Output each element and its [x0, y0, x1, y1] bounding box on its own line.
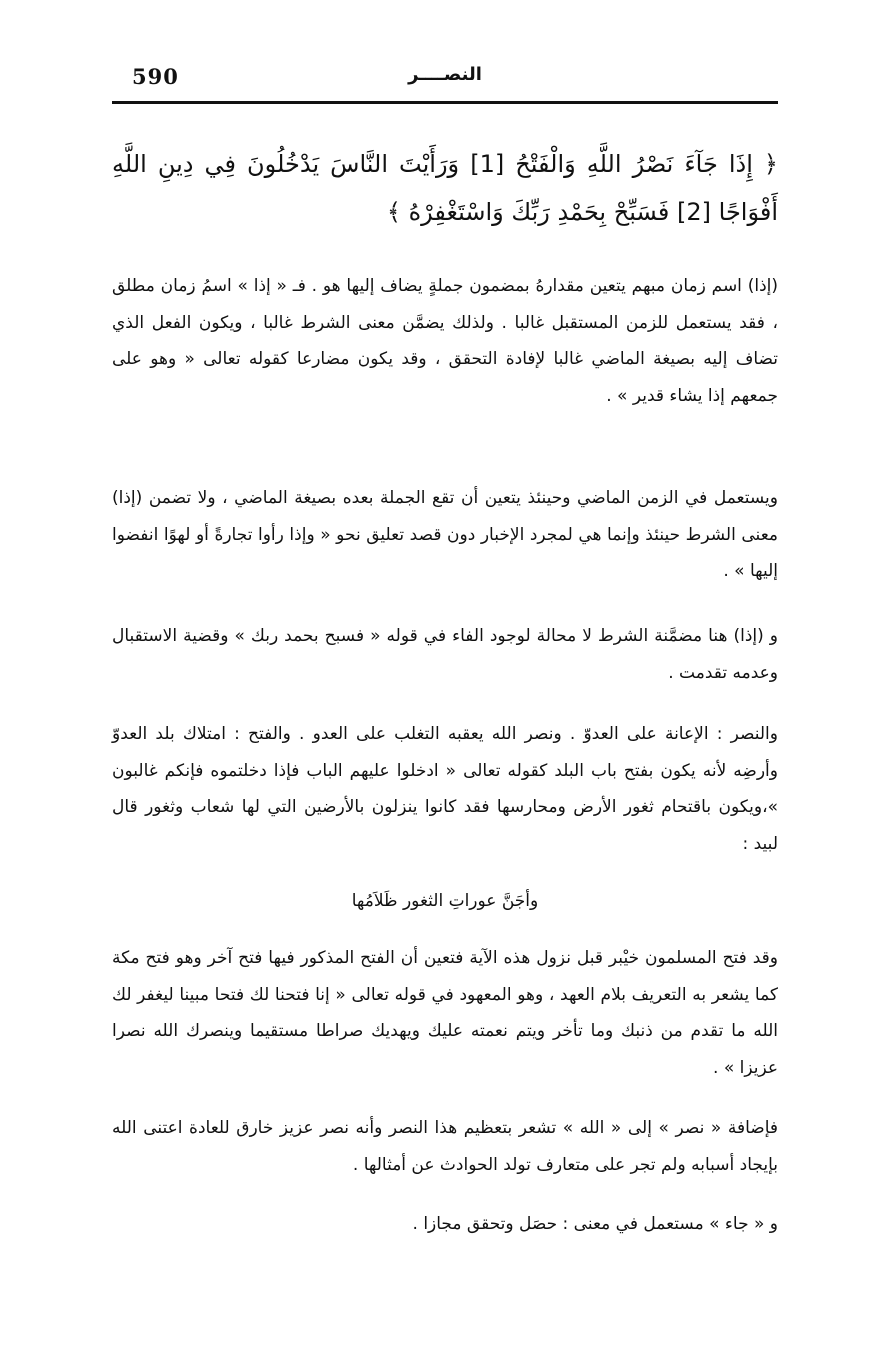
page-number: 590 [132, 64, 179, 89]
paragraph-idafa: فإضافة « نصر » إلى « الله » تشعر بتعظيم هذا النصر وأنه نصر عزيز خارق للعادة اعتنى الله بإيجاد أسبابه ولم تجر على متعارف تولد الحوادث عن أمثالها . [112, 1118, 778, 1175]
paragraph-idha-definition: (إذا) اسم زمان مبهم يتعين مقدارهُ بمضمون جملةٍ يضاف إليها هو . فـ « إذا » اسمُ زمان مطلق ، فقد يستعمل للزمن المستقبل غالبا . ولذلك يضمَّن معنى الشرط غالبا ، ويكون الفعل الذي تضاف إليه بصيغة الماضي غالبا لإفادة التحقق ، وقد يكون مضارعا كقوله تعالى « وهو على جمعهم إذا يشاء قدير » . [112, 276, 778, 406]
paragraph-idha-past: ويستعمل في الزمن الماضي وحينئذ يتعين أن تقع الجملة بعده بصيغة الماضي ، ولا تضمن (إذا) معنى الشرط حينئذ وإنما هي لمجرد الإخبار دون قصد تعليق نحو « وإذا رأوا تجارةً أو لهوًا انفضوا إليها » . [112, 488, 778, 581]
surah-title: النصــــر [408, 64, 482, 85]
paragraph-fath-makkah: وقد فتح المسلمون خيْبر قبل نزول هذه الآية فتعين أن الفتح المذكور فيها فتح آخر وهو فتح مكة كما يشعر به التعريف بلام العهد ، وهو المعهود في قوله تعالى « إنا فتحنا لك فتحا مبينا ليغفر لك الله ما تقدم من ذنبك وما تأخر ويتم نعمته عليك ويهديك صراطا مستقيما وينصرك الله نصرا عزيزا » . [112, 948, 778, 1078]
quran-verse: ﴿ إِذَا جَآءَ نَصْرُ اللَّهِ وَالْفَتْحُ [1] وَرَأَيْتَ النَّاسَ يَدْخُلُونَ فِي دِينِ اللَّهِ أَفْوَاجًا [2] فَسَبِّحْ بِحَمْدِ رَبِّكَ وَاسْتَغْفِرْهُ ﴾ [112, 150, 778, 226]
poem-verse-labid: وأجَنَّ عوراتِ الثغور ظَلاَمُها [351, 891, 539, 911]
page-header [112, 58, 778, 98]
header-rule [112, 101, 778, 104]
paragraph-jaa-meaning: و « جاء » مستعمل في معنى : حصَل وتحقق مجازا . [412, 1214, 778, 1234]
paragraph-nasr-fath: والنصر : الإعانة على العدوّ . ونصر الله يعقبه التغلب على العدو . والفتح : امتلاك بلد العدوّ وأرضِه لأنه يكون بفتح باب البلد كقوله تعالى « ادخلوا عليهم الباب فإذا دخلتموه فإنكم غالبون »،ويكون باقتحام ثغور الأرض ومحارسها فقد كانوا ينزلون بالأرضين التي لها شعاب وثغور قال لبيد : [112, 724, 778, 854]
paragraph-idha-condition: و (إذا) هنا مضمَّنة الشرط لا محالة لوجود الفاء في قوله « فسبح بحمد ربك » وقضية الاستقبال وعدمه تقدمت . [112, 626, 778, 683]
